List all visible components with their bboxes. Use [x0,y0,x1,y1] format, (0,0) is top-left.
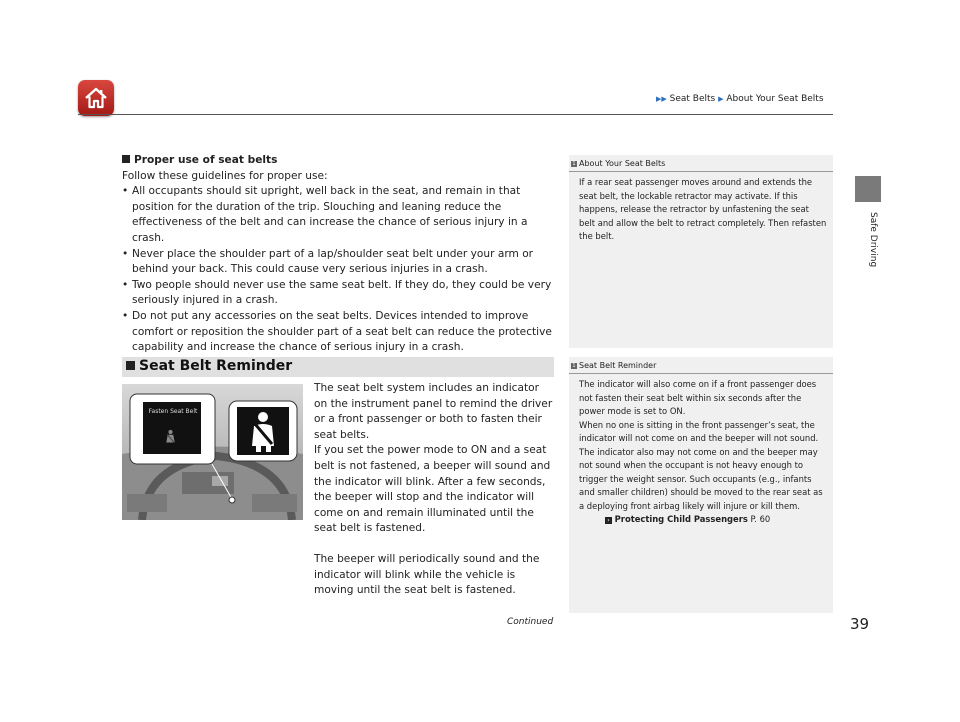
page-number: 39 [850,615,870,633]
reminder-text [314,381,554,599]
section-header-bar [122,357,554,377]
section-tab-label: Safe Driving [868,212,878,268]
figure-label: Fasten Seat Belt [148,408,198,415]
list-item: • Two people should never use the same seat belt. If they do, they could be very seriously injured in a crash. [122,278,554,309]
list-item: • Do not put any accessories on the seat belts. Devices intended to improve comfort or reposition the shoulder part of a seat belt can reduce the protective capability and increase the chance of serious injury in a crash. [122,309,554,356]
list-item: • All occupants should sit upright, well back in the seat, and remain in that position for the duration of the trip. Slouching and leaning reduce the effectiveness of the belt and can increase the chance of serious injury in a crash. [122,184,554,246]
paragraph: If you set the power mode to ON and a seat belt is not fastened, a beeper will sound and the indicator will blink. After a few seconds, the beeper will stop and the indicator will come on and remain illuminated until the seat belt is fastened. [314,444,551,535]
link-page: P. 60 [750,514,771,524]
list-item: • Never place the shoulder part of a lap/shoulder seat belt under your arm or behind your back. This could cause very serious injuries in a crash. [122,247,554,278]
paragraph: The indicator will also come on if a front passenger does not fasten their seat belt within six seconds after the power mode is set to ON. [579,379,817,416]
square-bullet-icon [122,155,130,163]
note-title: 1 Seat Belt Reminder [572,361,657,370]
note-title: 1 About Your Seat Belts [572,159,666,168]
breadcrumb [656,94,824,104]
home-icon [83,85,109,111]
breadcrumb-arrow-icon: ▶▶ [656,95,667,103]
link-arrow-icon: › [605,517,612,524]
note-body [569,374,833,527]
paragraph: The beeper will periodically sound and the indicator will blink while the vehicle is moving until the seat belt is fastened. [314,552,540,597]
proper-use-intro: Follow these guidelines for proper use: [122,169,328,182]
paragraph: When no one is sitting in the front passenger’s seat, the indicator will not come on and the beeper will not sound. [579,419,819,443]
note-marker-icon: 1 [572,363,576,369]
section-tab[interactable] [855,176,881,202]
seat-belt-indicator-figure [122,384,303,520]
breadcrumb-item[interactable]: About Your Seat Belts [726,94,824,104]
home-button[interactable] [78,80,114,116]
proper-use-section [122,153,554,356]
cross-reference-link[interactable] [579,513,827,527]
note-body: If a rear seat passenger moves around and extends the seat belt, the lockable retractor may activate. If this happens, release the retractor by unfastening the seat belt and allow the belt to retract completely. Then refasten the belt. [579,177,827,241]
continued-label: Continued [507,617,554,627]
note-about-seat-belts [569,155,833,348]
link-text: Protecting Child Passengers [614,514,748,524]
note-marker-icon: 1 [572,161,576,167]
section-title: Seat Belt Reminder [126,358,292,374]
square-bullet-icon [126,361,135,370]
paragraph: The indicator also may not come on and the beeper may not sound when the occupant is not heavy enough to trigger the weight sensor. Such occupants (e.g., infants and smaller children) should be moved to the rear seat as a deploying front airbag likely will injure or kill them. [579,446,823,511]
proper-use-heading: Proper use of seat belts [122,153,554,169]
breadcrumb-arrow-icon: ▶ [718,95,724,103]
header-divider [78,114,833,115]
breadcrumb-item[interactable]: Seat Belts [669,94,716,104]
note-seat-belt-reminder [569,357,833,613]
proper-use-list [122,184,554,356]
paragraph: The seat belt system includes an indicator on the instrument panel to remind the driver or a front passenger or both to fasten their seat belts. [314,382,553,441]
